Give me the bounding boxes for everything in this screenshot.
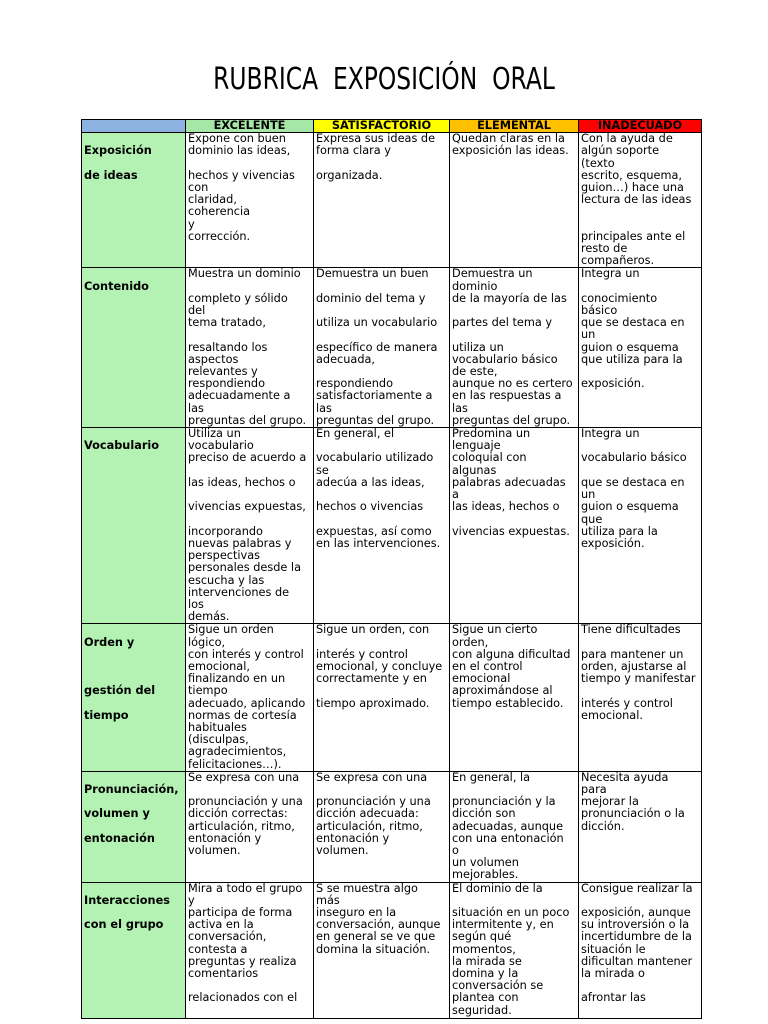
criterion-label: gestión del: [84, 684, 156, 698]
rubric-cell: Expresa sus ideas de forma clara y organizada.: [314, 133, 450, 268]
level-header-satisfactorio: SATISFACTORIO: [314, 120, 450, 133]
rubric-cell: Demuestra un buen dominio del tema y utiliza un vocabulario específico de manera adecuada, respondiendo satisfactoriamente a las preguntas del grupo.: [314, 268, 450, 428]
criterion-label: Contenido: [84, 279, 149, 293]
rubric-cell: Integra un vocabulario básico que se destaca en un guion o esquema que utiliza para la exposición.: [579, 428, 702, 624]
criterion-label: Vocabulario: [84, 439, 160, 453]
table-row: [82, 133, 702, 268]
level-header-elemental: ELEMENTAL: [450, 120, 579, 133]
rubric-cell: Utiliza un vocabulario preciso de acuerdo a las ideas, hechos o vivencias expuestas, incorporando nuevas palabras y perspectivas personales desde la escucha y las intervenciones de los demás.: [186, 428, 314, 624]
rubric-cell: Tiene dificultades para mantener un orden, ajustarse al tiempo y manifestar interés y control emocional.: [579, 624, 702, 771]
rubric-cell: S se muestra algo más inseguro en la conversación, aunque en general se ve que domina la situación.: [314, 882, 450, 1018]
criterion-cell: [82, 771, 186, 882]
table-row: [82, 882, 702, 1018]
criterion-label: volumen y: [84, 807, 150, 821]
criterion-label: Pronunciación,: [84, 782, 179, 796]
criterion-label: Exposición: [84, 144, 152, 158]
rubric-cell: Consigue realizar la exposición, aunque su introversión o la incertidumbre de la situación le dificultan mantener la mirada o afrontar las: [579, 882, 702, 1018]
corner-cell: [82, 120, 186, 133]
level-header-inadecuado: INADECUADO: [579, 120, 702, 133]
header-row: [82, 120, 702, 133]
criterion-cell: [82, 133, 186, 268]
rubric-cell: Integra un conocimiento básico que se destaca en un guion o esquema que utiliza para la exposición.: [579, 268, 702, 428]
criterion-label: tiempo: [84, 708, 129, 722]
rubric-cell: Se expresa con una pronunciación y una dicción adecuada: articulación, ritmo, entonación y volumen.: [314, 771, 450, 882]
criterion-cell: [82, 268, 186, 428]
table-row: [82, 771, 702, 882]
criterion-cell: [82, 428, 186, 624]
criterion-label: con el grupo: [84, 918, 164, 932]
rubric-cell: En general, la pronunciación y la dicción son adecuadas, aunque con una entonación o un volumen mejorables.: [450, 771, 579, 882]
rubric-cell: Expone con buen dominio las ideas, hechos y vivencias con claridad, coherencia y corrección.: [186, 133, 314, 268]
rubric-cell: Sigue un orden lógico, con interés y control emocional, finalizando en un tiempo adecuado, aplicando normas de cortesía habituales (disculpas, agradecimientos, felicitaciones…).: [186, 624, 314, 771]
page-title: RUBRICA EXPOSICIÓN ORAL: [213, 62, 555, 97]
rubric-cell: Se expresa con una pronunciación y una dicción correctas: articulación, ritmo, entonación y volumen.: [186, 771, 314, 882]
rubric-cell: Necesita ayuda para mejorar la pronunciación o la dicción.: [579, 771, 702, 882]
rubric-cell: Demuestra un dominio de la mayoría de las partes del tema y utiliza un vocabulario básico de este, aunque no es certero en las respuestas a las preguntas del grupo.: [450, 268, 579, 428]
rubric-cell: Mira a todo el grupo y participa de forma activa en la conversación, contesta a preguntas y realiza comentarios relacionados con el: [186, 882, 314, 1018]
table-row: [82, 624, 702, 771]
rubric-cell: Quedan claras en la exposición las ideas.: [450, 133, 579, 268]
criterion-label: de ideas: [84, 168, 138, 182]
level-header-excelente: EXCELENTE: [186, 120, 314, 133]
rubric-cell: Predomina un lenguaje coloquial con algunas palabras adecuadas a las ideas, hechos o vivencias expuestas.: [450, 428, 579, 624]
rubric-cell: En general, el vocabulario utilizado se adecúa a las ideas, hechos o vivencias expuestas, así como en las intervenciones.: [314, 428, 450, 624]
rubric-cell: Sigue un cierto orden, con alguna dificultad en el control emocional aproximándose al tiempo establecido.: [450, 624, 579, 771]
criterion-label: Interacciones: [84, 893, 170, 907]
rubric-cell: Muestra un dominio completo y sólido del tema tratado, resaltando los aspectos relevantes y respondiendo adecuadamente a las preguntas del grupo.: [186, 268, 314, 428]
rubric-cell: Sigue un orden, con interés y control emocional, y concluye correctamente y en tiempo aproximado.: [314, 624, 450, 771]
table-row: [82, 428, 702, 624]
rubric-cell: Con la ayuda de algún soporte (texto escrito, esquema, guion…) hace una lectura de las ideas principales ante el resto de compañeros.: [579, 133, 702, 268]
criterion-label: Orden y: [84, 635, 135, 649]
criterion-cell: [82, 624, 186, 771]
rubric-table: [81, 119, 702, 1019]
rubric-cell: El dominio de la situación en un poco intermitente y, en según qué momentos, la mirada se domina y la conversación se plantea con seguridad.: [450, 882, 579, 1018]
criterion-cell: [82, 882, 186, 1018]
table-row: [82, 268, 702, 428]
criterion-label: entonación: [84, 831, 155, 845]
